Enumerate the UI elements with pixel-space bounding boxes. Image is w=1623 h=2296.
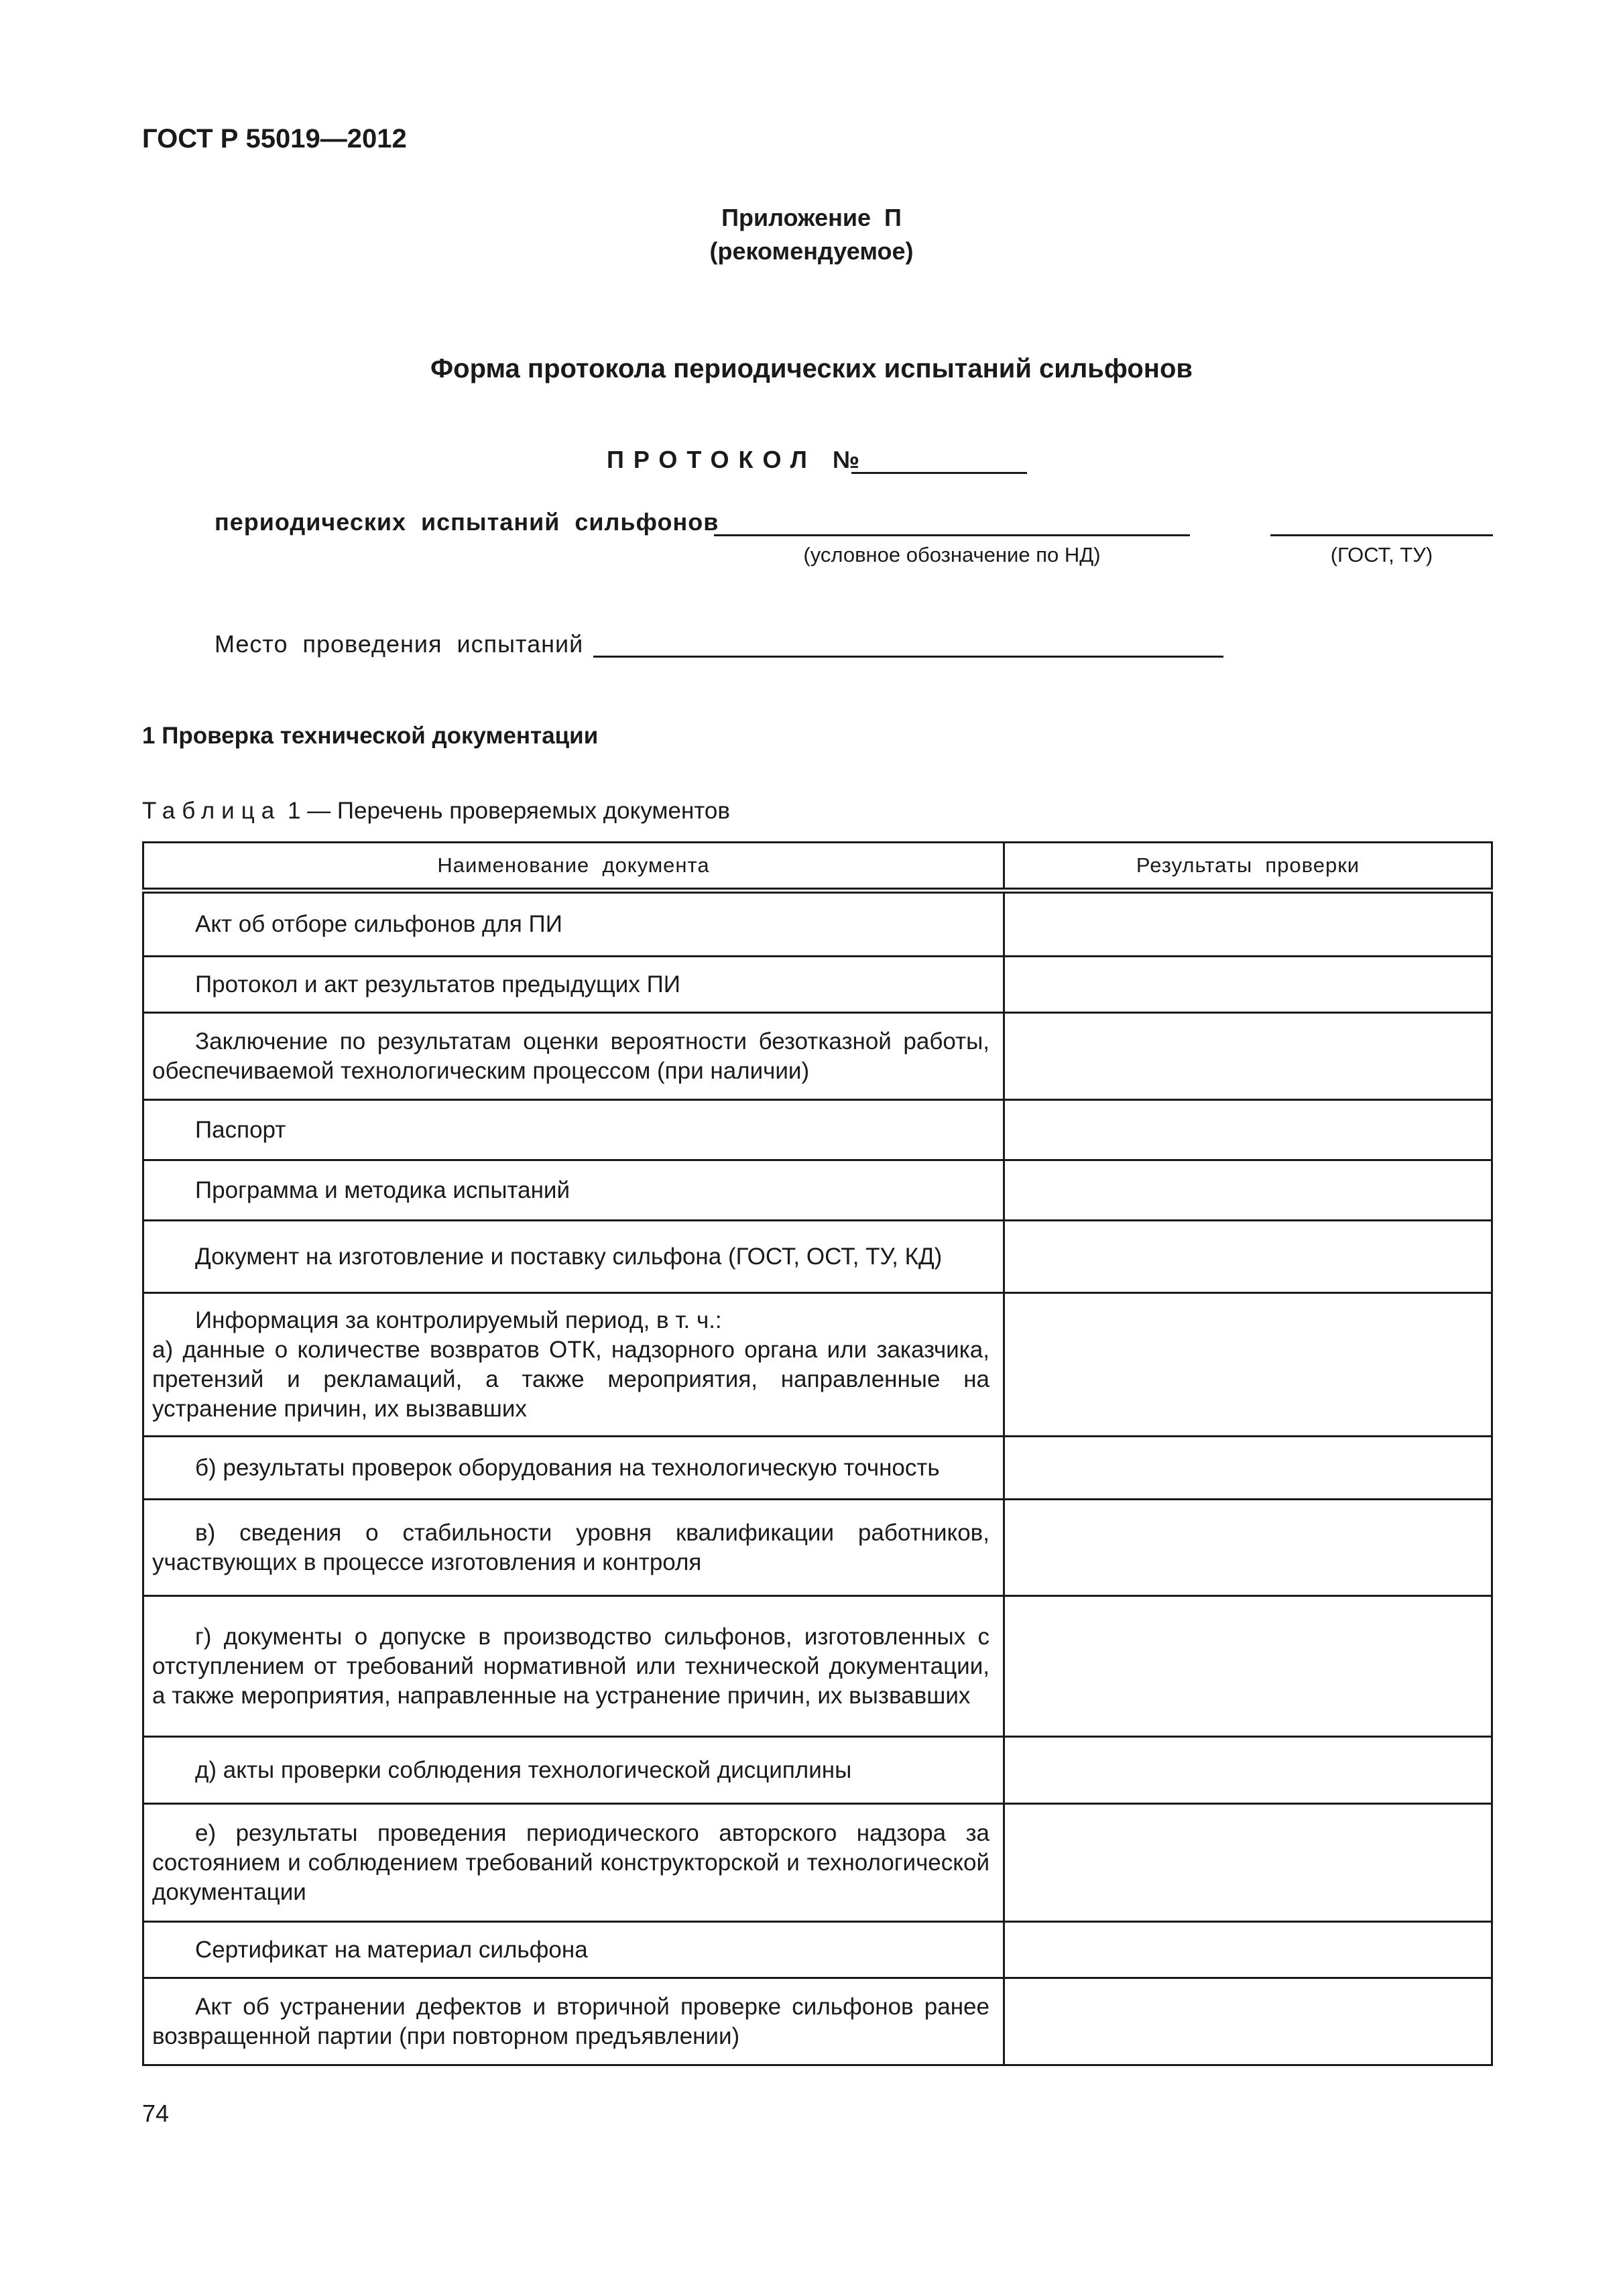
check-result-cell[interactable] bbox=[1004, 1293, 1492, 1437]
table-row bbox=[143, 1013, 1492, 1100]
page-number: 74 bbox=[142, 2100, 170, 2127]
check-result-cell[interactable] bbox=[1004, 1500, 1492, 1596]
table-row bbox=[143, 1737, 1492, 1804]
check-result-cell[interactable] bbox=[1004, 1221, 1492, 1293]
protocol-label: ПРОТОКОЛ № bbox=[607, 446, 869, 473]
form-title: Форма протокола периодических испытаний сильфонов bbox=[430, 354, 1193, 383]
test-place-field[interactable] bbox=[593, 656, 1223, 658]
table-row bbox=[143, 957, 1492, 1013]
document-name: Документ на изготовление и поставку сильфона (ГОСТ, ОСТ, ТУ, КД) bbox=[143, 1221, 1004, 1293]
table-row bbox=[143, 1922, 1492, 1978]
table-1-caption bbox=[142, 798, 730, 825]
table-header-row bbox=[143, 843, 1492, 891]
document-name: Программа и методика испытаний bbox=[143, 1160, 1004, 1221]
document-name: д) акты проверки соблюдения технологической дисциплины bbox=[143, 1737, 1004, 1804]
table-caption-prefix: Таблица bbox=[142, 798, 282, 824]
table-row bbox=[143, 1437, 1492, 1500]
nd-designation-field[interactable] bbox=[714, 534, 1190, 536]
table-row bbox=[143, 1100, 1492, 1160]
table-row bbox=[143, 1293, 1492, 1437]
gost-tu-caption: (ГОСТ, ТУ) bbox=[1330, 543, 1433, 566]
document-name: Паспорт bbox=[143, 1100, 1004, 1160]
table-row bbox=[143, 1160, 1492, 1221]
column-header-document-name: Наименование документа bbox=[143, 843, 1004, 891]
nd-designation-caption: (условное обозначение по НД) bbox=[803, 543, 1101, 566]
document-name-line: Информация за контролируемый период, в т. ч.: bbox=[195, 1307, 722, 1333]
column-header-check-results: Результаты проверки bbox=[1004, 843, 1492, 891]
periodic-tests-label: периодических испытаний сильфонов bbox=[215, 508, 719, 536]
test-place-label: Место проведения испытаний bbox=[215, 630, 584, 658]
check-result-cell[interactable] bbox=[1004, 1596, 1492, 1737]
gost-tu-field[interactable] bbox=[1270, 534, 1493, 536]
protocol-number-field[interactable] bbox=[851, 472, 1027, 474]
check-result-cell[interactable] bbox=[1004, 1100, 1492, 1160]
check-result-cell[interactable] bbox=[1004, 1013, 1492, 1100]
appendix-status: (рекомендуемое) bbox=[709, 237, 914, 265]
section-1-title: 1 Проверка технической документации bbox=[142, 723, 599, 749]
check-result-cell[interactable] bbox=[1004, 1978, 1492, 2065]
document-name-continuation: а) данные о количестве возвратов ОТК, надзорного органа или заказчика, претензий и рекламаций, а также мероприятия, направленные на устранение причин, их вызвавших bbox=[152, 1336, 989, 1422]
document-name: Акт об устранении дефектов и вторичной проверке сильфонов ранее возвращенной партии (при повторном предъявлении) bbox=[143, 1978, 1004, 2065]
document-name: Сертификат на материал сильфона bbox=[143, 1922, 1004, 1978]
table-row bbox=[143, 1804, 1492, 1922]
document-name-text: Акт об отборе сильфонов для ПИ bbox=[195, 911, 562, 937]
table-row bbox=[143, 1596, 1492, 1737]
document-name bbox=[143, 1293, 1004, 1437]
table-row bbox=[143, 891, 1492, 957]
check-result-cell[interactable] bbox=[1004, 1437, 1492, 1500]
check-result-cell[interactable] bbox=[1004, 1922, 1492, 1978]
check-result-cell[interactable] bbox=[1004, 957, 1492, 1013]
check-result-cell[interactable] bbox=[1004, 1737, 1492, 1804]
document-name: в) сведения о стабильности уровня квалификации работников, участвующих в процессе изготовления и контроля bbox=[143, 1500, 1004, 1596]
check-result-cell[interactable] bbox=[1004, 891, 1492, 957]
documents-table bbox=[142, 841, 1493, 2066]
standard-header: ГОСТ Р 55019—2012 bbox=[142, 124, 407, 154]
table-row bbox=[143, 1500, 1492, 1596]
appendix-title: Приложение П bbox=[721, 204, 902, 231]
document-name: б) результаты проверок оборудования на технологическую точность bbox=[143, 1437, 1004, 1500]
table-row bbox=[143, 1221, 1492, 1293]
table-row bbox=[143, 1978, 1492, 2065]
document-name: Заключение по результатам оценки вероятности безотказной работы, обеспечиваемой технологическим процессом (при наличии) bbox=[143, 1013, 1004, 1100]
document-name-text: Протокол и акт результатов предыдущих ПИ bbox=[195, 971, 680, 998]
document-name: г) документы о допуске в производство сильфонов, изготовленных с отступлением от требований нормативной или технической документации, а также мероприятия, направленные на устранение причин, их вызвавших bbox=[143, 1596, 1004, 1737]
document-name: е) результаты проведения периодического авторского надзора за состоянием и соблюдением требований конструкторской и технологической документации bbox=[143, 1804, 1004, 1922]
check-result-cell[interactable] bbox=[1004, 1804, 1492, 1922]
document-name bbox=[143, 957, 1004, 1013]
check-result-cell[interactable] bbox=[1004, 1160, 1492, 1221]
table-caption-text: 1 — Перечень проверяемых документов bbox=[281, 798, 730, 824]
document-name bbox=[143, 891, 1004, 957]
